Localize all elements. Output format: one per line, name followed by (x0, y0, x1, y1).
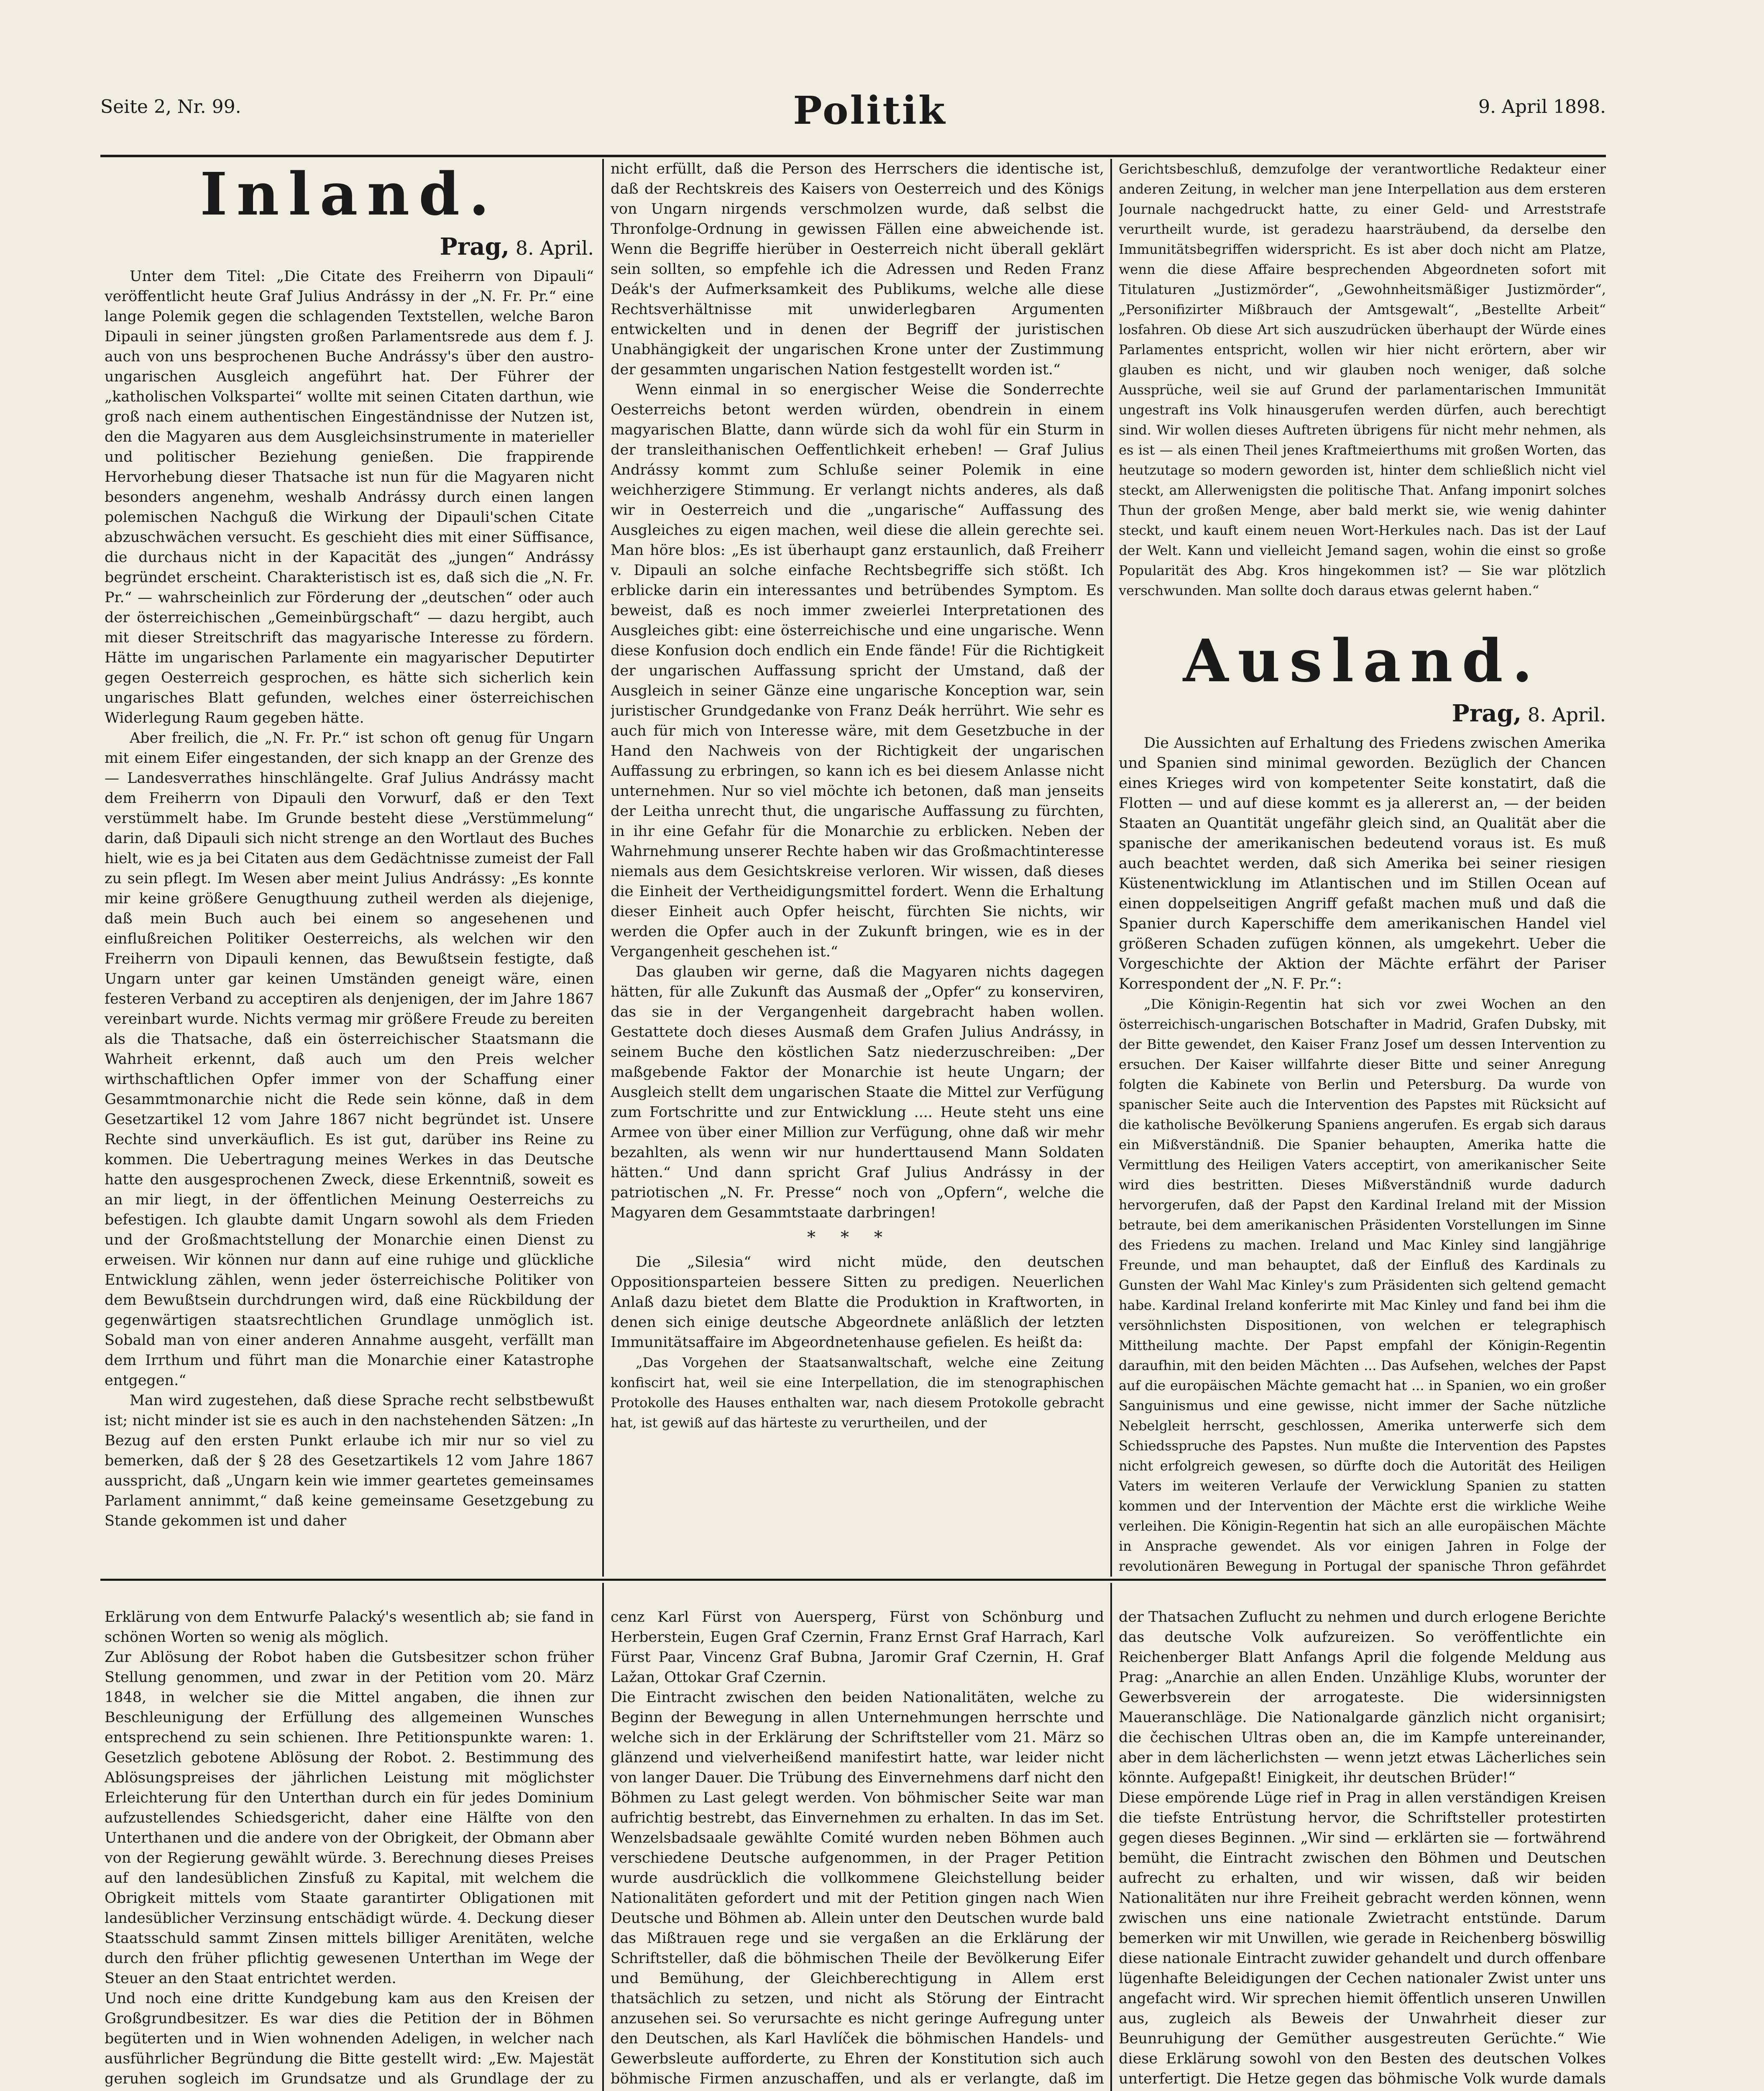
feuilleton-text: der Thatsachen Zuflucht zu nehmen und durch erlogene Berichte das deutsche Volk aufzureizen. So veröffentlichte ein Reichenberger Blatt Anfangs April die folgende Meldung aus Prag: „Anarchie an allen Enden. Unzählige Klubs, worunter der Gewerbsverein der arrogateste. Die widersinnigsten Maueranschläge. Die Nationalgarde gänzlich nicht organisirt; die čechischen Ultras oben an, die im Kampfe untereinander, aber in dem lächerlichsten — wenn jetzt etwas Lächerliches sein könnte. Aufgepaßt! Einigkeit, ihr deutschen Brüder!“ Diese empörende Lüge rief in Prag in allen verständigen Kreisen die tiefste Entrüstung hervor, die Schriftsteller protestirten gegen dieses Beginnen. „Wir sind — erklärten sie — fortwährend bemüht, die Eintracht zwischen den Böhmen und Deutschen aufrecht zu erhalten, und wir wissen, daß wir beiden Nationalitäten nur ihre Freiheit gebracht werden können, wenn zwischen uns eine nationale Zwietracht entstünde. Darum bemerken wir mit Unwillen, wie gerade in Reichenberg böswillig diese nationale Eintracht zuwider gehandelt und durch offenbare lügenhafte Beleidigungen der Cechen nationaler Zwist unter uns angefacht wird. Wir sprechen hiemit öffentlich unseren Unwillen aus, zugleich als Beweis der Unwahrheit dieser zur Beunruhigung der Gemüther ausgestreuten Gerüchte.“ Wie diese Erklärung sowohl von den Besten des deutschen Volkes unterfertigt. Die Hetze gegen das böhmische Volk wurde damals (1119, 1609, 1606, 2087)
spacer (1119, 601, 1606, 626)
ausland-column (1119, 159, 1606, 1577)
dateline-city: Prag, (440, 233, 510, 261)
paragraph: Die „Silesia“ wird nicht müde, den deutschen Oppositionsparteien bessere Sitten zu predigen. Neuerlichen Anlaß dazu bietet dem Blatte die Produktion in Kraftworten, in denen sich einige deutsche Abgeordnete anläßlich der letzten Immunitätsaffaire im Abgeordnetenhause gefielen. Es heißt da: (611, 1254, 1104, 1351)
section-separator: *** (807, 1228, 908, 1247)
inland-column-2 (611, 159, 1104, 1577)
feuilleton-text: Erklärung von dem Entwurfe Palacký's wesentlich ab; sie fand in schönen Worten so wenig als möglich. Zur Ablösung der Robot haben die Gutsbesitzer schon früher Stellung genommen, und zwar in der Petition vom 20. März 1848, in welcher sie die Mittel angaben, die ihnen zur Beschleunigung der Erfüllung des allgemeinen Wunsches entsprechend zu sein schienen. Ihre Petitionspunkte waren: 1. Gesetzlich gebotene Ablösung der Robot. 2. Bestimmung des Ablösungspreises der jährlichen Leistung mit möglichster Erleichterung für den Unterthan durch ein für jedes Dominium aufzustellendes Schiedsgericht, daher eine Hälfte von den Unterthanen und die andere von der Obrigkeit, der Obmann aber von der Regierung gewählt würde. 3. Berechnung dieses Preises auf den landesüblichen Zinsfuß zu Kapital, mit welchem die Obrigkeit mittels vom Staate garantirter Obligationen mit landesüblicher Verzinsung entschädigt würde. 4. Deckung dieser Staatsschuld sammt Zinsen mittels billiger Arenitäten, welche durch den früher pflichtig gewesenen Unterthan im Wege der Steuer an den Staat entrichtet werden. Und noch eine dritte Kundgebung kam aus den Kreisen der Großgrundbesitzer. Es war dies die Petition der in Böhmen begüterten und in Wien wohnenden Adeligen, in welcher nach ausführlicher Begründung die Bitte gestellt wird: „Ew. Majestät geruhen sogleich im Grundsatze und als Grundlage der zu (105, 1609, 594, 2087)
lower-column-2 (611, 1587, 1104, 2091)
paragraph: Aber freilich, die „N. Fr. Pr.“ ist schon oft genug für Ungarn mit einem Eifer eingestanden, der sich knapp an der Grenze des — Landesverrathes hinschlängelte. Graf Julius Andrássy macht dem Freiherrn von Dipauli den Vorwurf, daß er den Text verstümmelt habe. Im Grunde besteht diese „Verstümmelung“ darin, daß Dipauli sich nicht strenge an den Wortlaut des Buches hielt, wie es ja bei Citaten aus dem Gedächtnisse zumeist der Fall zu sein pflegt. Im Wesen aber meint Julius Andrássy: „Es konnte mir keine größere Genugthuung zutheil werden als diejenige, daß mein Buch auch bei einem so angesehenen und einflußreichen Politiker Oesterreichs, als welchen wir den Freiherrn von Dipauli kennen, das Bewußtsein festigte, daß Ungarn unter gar keinen Umständen geneigt wäre, einen festeren Verband zu acceptiren als denjenigen, der im Jahre 1867 vereinbart wurde. Nichts vermag mir größere Freude zu bereiten als die Thatsache, daß ein österreichischer Staatsmann die Wahrheit erkennt, daß auch um den Preis welcher wirthschaftlichen Opfer immer von der Schaffung einer Gesammtmonarchie nicht die Rede sein könne, daß in dem Gesetzartikel 12 vom Jahre 1867 nicht begründet ist. Unsere Rechte sind unverkäuflich. Es ist gut, darüber ins Reine zu kommen. Die Uebertragung meines Werkes in das Deutsche hatte den ausgesprochenen Zweck, diese Erkenntniß, soweit es an mir liegt, in der öffentlichen Meinung Oesterreichs zu befestigen. Ich glaubte damit Ungarn sowohl als dem Frieden und der Großmachtstellung der Monarchie einen Dienst zu erweisen. Wir können nur dann auf eine ruhige und glückliche Entwicklung zählen, wenn jeder österreichische Politiker von dem Bewußtsein durchdrungen wird, daß eine Rückbildung der gegenwärtigen staatsrechtlichen Grundlage unmöglich ist. Sobald man von einer anderen Annahme ausgeht, verfällt man dem Irrthum und führt man die Monarchie einer Katastrophe entgegen.“ (105, 730, 594, 1389)
issue-date: 9. April 1898. (1478, 96, 1606, 118)
column-divider (1110, 159, 1112, 1577)
feuilleton-text: cenz Karl Fürst von Auersperg, Fürst von Schönburg und Herberstein, Eugen Graf Czernin, Franz Ernst Graf Harrach, Karl Fürst Paar, Vincenz Graf Bubna, Jaromir Graf Czernin, H. Graf Lažan, Ottokar Graf Czernin. Die Eintracht zwischen den beiden Nationalitäten, welche zu Beginn der Bewegung in allen Unternehmungen herrschte und welche sich in der Erklärung der Schriftsteller vom 21. März so glänzend und vielverheißend manifestirt hatte, war leider nicht von langer Dauer. Die Trübung des Einvernehmens darf nicht den Böhmen zu Last gelegt werden. Von böhmischer Seite war man aufrichtig bestrebt, das Einvernehmen zu erhalten. In das im Set. Wenzelsbadsaale gewählte Comité wurden neben Böhmen auch verschiedene Deutsche aufgenommen, in der Prager Petition wurde ausdrücklich die vollkommene Gleichstellung beider Nationalitäten gefordert und mit der Petition gingen nach Wien Deutsche und Böhmen ab. Allein unter den Deutschen wurde bald das Mißtrauen rege und sie vergaßen an die Erklärung der Schriftsteller, daß die böhmischen Theile der Bevölkerung Eifer und Bemühung, der Gleichberechtigung in Allem erst thatsächlich zu setzen, und nicht als Störung der Eintracht anzusehen sei. So verursachte es nicht geringe Aufregung unter den Deutschen, als Karl Havlíček die böhmischen Handels- und Gewerbsleute aufforderte, zu Ehren der Konstitution sich auch böhmische Firmen anzuschaffen, und als er verlangte, daß im (611, 1609, 1104, 2087)
page-number: Seite 2, Nr. 99. (100, 96, 241, 118)
quotation: „Die Königin-Regentin hat sich vor zwei Wochen an den österreichisch-ungarischen Botschafter in Madrid, Grafen Dubsky, mit der Bitte gewendet, den Kaiser Franz Josef um dessen Intervention zu ersuchen. Der Kaiser willfahrte dieser Bitte und seiner Anregung folgten die Kabinete von Berlin und Petersburg. Da wurde von spanischer Seite auch die Intervention des Papstes mit Rücksicht auf die katholische Bevölkerung Spaniens angerufen. Es ergab sich daraus ein Mißverständniß. Die Spanier behaupten, Amerika hatte die Vermittlung des Heiligen Vaters acceptirt, von amerikanischer Seite wird dies bestritten. Dieses Mißverständniß wurde dadurch hervorgerufen, daß der Papst den Kardinal Ireland mit der Mission betraute, bei dem amerikanischen Präsidenten Vorstellungen im Sinne des Friedens zu machen. Ireland und Mac Kinley sind langjährige Freunde, und man behauptet, daß der Einfluß des Kardinals zu Gunsten der Wahl Mac Kinley's zum Präsidenten sich geltend gemacht habe. Kardinal Ireland konferirte mit Mac Kinley und fand bei ihm die versöhnlichsten Dispositionen, von welchen er telegraphisch Mittheilung machte. Der Papst empfahl der Königin-Regentin daraufhin, mit den beiden Mächten ... Das Aufsehen, welches der Papst auf die europäischen Mächte gemacht hat ... in Spanien, wo ein großer Sanguinismus und eine gewisse, nicht immer der Sache nützliche Nebelgleit herrscht, geschlossen, Amerika unterwerfe sich dem Schiedsspruche des Papstes. Nun mußte die Intervention des Papstes nicht erfolgreich gewesen, so dürfte doch die Autorität des Heiligen Vaters im weiteren Verlaufe der Verwicklung Spanien zu statten kommen und der Intervention der Mächte erst die wirkliche Weihe verleihen. Die Königin-Regentin hat sich an alle europäischen Mächte in Ansprache gewendet. Als vor einigen Jahren in Folge der revolutionären Bewegung in Portugal der spanische Thron gefährdet (1119, 996, 1606, 1574)
inland-dateline (105, 234, 594, 261)
column-divider (602, 159, 604, 1577)
paragraph: nicht erfüllt, daß die Person des Herrschers die identische ist, daß der Rechtskreis des Kaisers von Oesterreich und des Königs von Ungarn nirgends verschmolzen wurde, daß selbst die Thronfolge-Ordnung in gewissen Fällen eine abweichende ist. Wenn die Begriffe hierüber in Oesterreich nicht überall geklärt sein sollten, so empfehle ich die Adressen und Reden Franz Deák's der Aufmerksamkeit des Publikums, welche alle diese Rechtsverhältnisse mit unwiderlegbaren Argumenten entwickelten und in denen der Begriff der juristischen Unabhängigkeit der ungarischen Krone unter der Zustimmung der gesammten ungarischen Nation festgestellt worden ist.“ (611, 161, 1104, 378)
column-divider (1110, 1583, 1112, 2091)
inland-column-1 (105, 159, 594, 1577)
paragraph: Die Aussichten auf Erhaltung des Friedens zwischen Amerika und Spanien sind minimal geworden. Bezüglich der Chancen eines Krieges wird von kompetenter Seite konstatirt, daß die Flotten — und auf diese kommt es ja allererst an, — der beiden Staaten an Quantität ungefähr gleich sind, an Qualität aber die spanische der amerikanischen bedeutend voraus ist. Es muß auch beachtet werden, daß sich Amerika bei seiner riesigen Küstenentwicklung im Atlantischen und im Stillen Ocean auf einen doppelseitigen Angriff gefaßt machen muß und daß die Spanier durch Kaperschiffe dem amerikanischen Handel viel größeren Schaden zufügen können, als umgekehrt. Ueber die Vorgeschichte der Aktion der Mächte erfährt der Pariser Korrespondent der „N. F. Pr.“: (1119, 735, 1606, 992)
ausland-title: Ausland. (1183, 627, 1542, 695)
dateline-city: Prag, (1452, 700, 1522, 727)
paragraph: Man wird zugestehen, daß diese Sprache recht selbstbewußt ist; nicht minder ist sie es auch in den nachstehenden Sätzen: „In Bezug auf den ersten Punkt erlaube ich mir nur so viel zu bemerken, daß der § 28 des Gesetzartikels 12 vom Jahre 1867 ausspricht, daß „Ungarn kein wie immer geartetes gemeinsames Parlament annimmt,“ daß keine gemeinsame Gesetzgebung zu Stande gekommen ist und daher (105, 1392, 594, 1529)
section-heading: Politik (793, 88, 947, 133)
header-rule (100, 155, 1606, 157)
lower-column-3 (1119, 1587, 1606, 2091)
column-divider (602, 1583, 604, 2091)
lower-column-1 (105, 1587, 594, 2091)
paragraph: Das glauben wir gerne, daß die Magyaren nichts dagegen hätten, für alle Zukunft das Ausmaß der „Opfer“ zu konserviren, das sie in der Vergangenheit dargebracht haben wollen. Gestattete doch dieses Ausmaß dem Grafen Julius Andrássy, in seinem Buche den köstlichen Satz niederzuschreiben: „Der maßgebende Faktor der Monarchie ist heute Ungarn; der Ausgleich stellt dem ungarischen Staate die Mittel zur Verfügung zum Fortschritte und zur Entwicklung .... Heute steht uns eine Armee von über einer Million zur Verfügung, ohne daß wir mehr bezahlten, als wenn wir nur hunderttausend Mann Soldaten hätten.“ Und dann spricht Graf Julius Andrássy in der patriotischen „N. Fr. Presse“ noch von „Opfern“, welche die Magyaren dem Gesammtstaate darbringen! (611, 964, 1104, 1221)
inland-title: Inland. (200, 160, 499, 229)
page-header (100, 88, 1606, 151)
dateline-date: 8. April. (515, 237, 594, 259)
paragraph: Wenn einmal in so energischer Weise die Sonderrechte Oesterreichs betont werden würden, obendrein in einem magyarischen Blatte, dann würde sich da wohl für ein Sturm in der transleithanischen Oeffentlichkeit erheben! — Graf Julius Andrássy kommt zum Schluße seiner Polemik in eine weichherzigere Stimmung. Er verlangt nichts anderes, als daß wir in Oesterreich und die „ungarische“ Auffassung des Ausgleiches zu eigen machen, weil diese die allein gerechte sei. Man höre blos: „Es ist überhaupt ganz erstaunlich, daß Freiherr v. Dipauli an solche einfache Rechtsbegriffe sich stößt. Ich erblicke darin ein interessantes und betrübendes Symptom. Es beweist, daß es noch immer zweierlei Interpretationen des Ausgleiches gibt: eine österreichische und eine ungarische. Wenn diese Konfusion doch endlich ein Ende fände! Für die Richtigkeit der ungarischen Auffassung spricht der Umstand, daß der Ausgleich in seiner Gänze eine ungarische Konception war, sein juristischer Grundgedanke von Franz Deák herrührt. Wie sehr es auch für mich von Interesse wäre, mit dem Gesetzbuche in der Hand den Nachweis von der Richtigkeit der ungarischen Auffassung zu erbringen, so kann ich es bei diesem Anlasse nicht unternehmen. Nur so viel möchte ich betonen, daß man jenseits der Leitha unrecht thut, die ungarische Auffassung zu fürchten, in ihr eine Gefahr für die Monarchie zu erblicken. Neben der Wahrnehmung unserer Rechte haben wir das Großmachtinteresse niemals aus dem Gesichtskreise verloren. Wir wissen, daß dieses die Einheit der Vertheidigungsmittel fordert. Wenn die Erhaltung dieser Einheit auch Opfer heischt, fürchten Sie nichts, wir werden die Opfer auch in der Zukunft bringen, wie es in der Vergangenheit geschehen ist.“ (611, 381, 1104, 960)
feuilleton-rule (100, 1579, 1606, 1581)
ausland-dateline (1119, 701, 1606, 727)
quotation: Gerichtsbeschluß, demzufolge der verantwortliche Redakteur einer anderen Zeitung, in welcher man jene Interpellation aus dem ersteren Journale nachgedruckt hatte, zu einer Geld- und Arreststrafe verurtheilt wurde, ist geradezu haarsträubend, da derselbe den Immunitätsbegriffen widerspricht. Es ist aber doch nicht am Platze, wenn die diese Affaire besprechenden Abgeordneten sofort mit Titulaturen „Justizmörder“, „Gewohnheitsmäßiger Justizmörder“, „Personifizirter Mißbrauch der Amtsgewalt“, „Bestellte Arbeit“ losfahren. Ob diese Art sich auszudrücken überhaupt der Würde eines Parlamentes entspricht, wollen wir hier nicht erörtern, aber wir glauben es nicht, und wir glauben noch weniger, daß solche Aussprüche, weil sie auf Grund der parlamentarischen Immunität ungestraft ins Volk hinausgerufen werden dürfen, auch berechtigt sind. Wir wollen dieses Auftreten übrigens für nicht mehr nehmen, als es ist — als einen Theil jenes Kraftmeierthums mit großen Worten, das heutzutage so modern geworden ist, hinter dem schließlich nicht viel steckt, am Allerwenigsten die politische That. Anfang imponirt solches Thun der großen Menge, aber bald merkt sie, wie wenig dahinter steckt, und kauft einem neuen Wort-Herkules nach. Das ist der Lauf der Welt. Kann und vielleicht Jemand sagen, wohin die einst so große Popularität des Abg. Kros hingekommen ist? — Sie war plötzlich verschwunden. Man sollte doch daraus etwas gelernt haben.“ (1119, 161, 1606, 598)
dateline-date: 8. April. (1527, 703, 1606, 726)
paragraph: Unter dem Titel: „Die Citate des Freiherrn von Dipauli“ veröffentlicht heute Graf Julius Andrássy in der „N. Fr. Pr.“ eine lange Polemik gegen die schlagenden Textstellen, welche Baron Dipauli in seiner jüngsten großen Parlamentsrede aus dem f. J. auch von uns besprochenen Buche Andrássy's über den austro-ungarischen Ausgleich angeführt hat. Der Führer der „katholischen Volkspartei“ wollte mit seinen Citaten darthun, wie groß nach einem authentischen Eingeständnisse der Nutzen ist, den die Magyaren aus dem Ausgleichsinstrumente in materieller und politischer Beziehung genießen. Die frappirende Hervorhebung dieser Thatsache ist nun für die Magyaren nicht besonders angenehm, weshalb Andrássy durch einen langen polemischen Nachguß die Wirkung der Dipauli'schen Citate abzuschwächen versucht. Es geschieht dies mit einer Süffisance, die durchaus nicht in der Kapacität des „jungen“ Andrássy begründet erscheint. Charakteristisch ist es, daß sich die „N. Fr. Pr.“ — wahrscheinlich zur Förderung der „deutschen“ oder auch der österreichischen „Gemeinbürgschaft“ — dazu hergibt, auch mit dieser Streitschrift das magyarische Interesse zu fördern. Hätte im ungarischen Parlamente ein magyarischer Deputirter gegen Oesterreich gesprochen, es hätte sich sicherlich kein ungarisches Blatt gefunden, welches einer österreichischen Widerlegung Raum gegeben hätte. (105, 268, 594, 726)
quotation: „Das Vorgehen der Staatsanwaltschaft, welche eine Zeitung konfiscirt hat, weil sie eine Interpellation, die im stenographischen Protokolle des Hauses enthalten war, nach diesem Protokolle gebracht hat, ist gewiß auf das härteste zu verurtheilen, und der (611, 1355, 1104, 1431)
